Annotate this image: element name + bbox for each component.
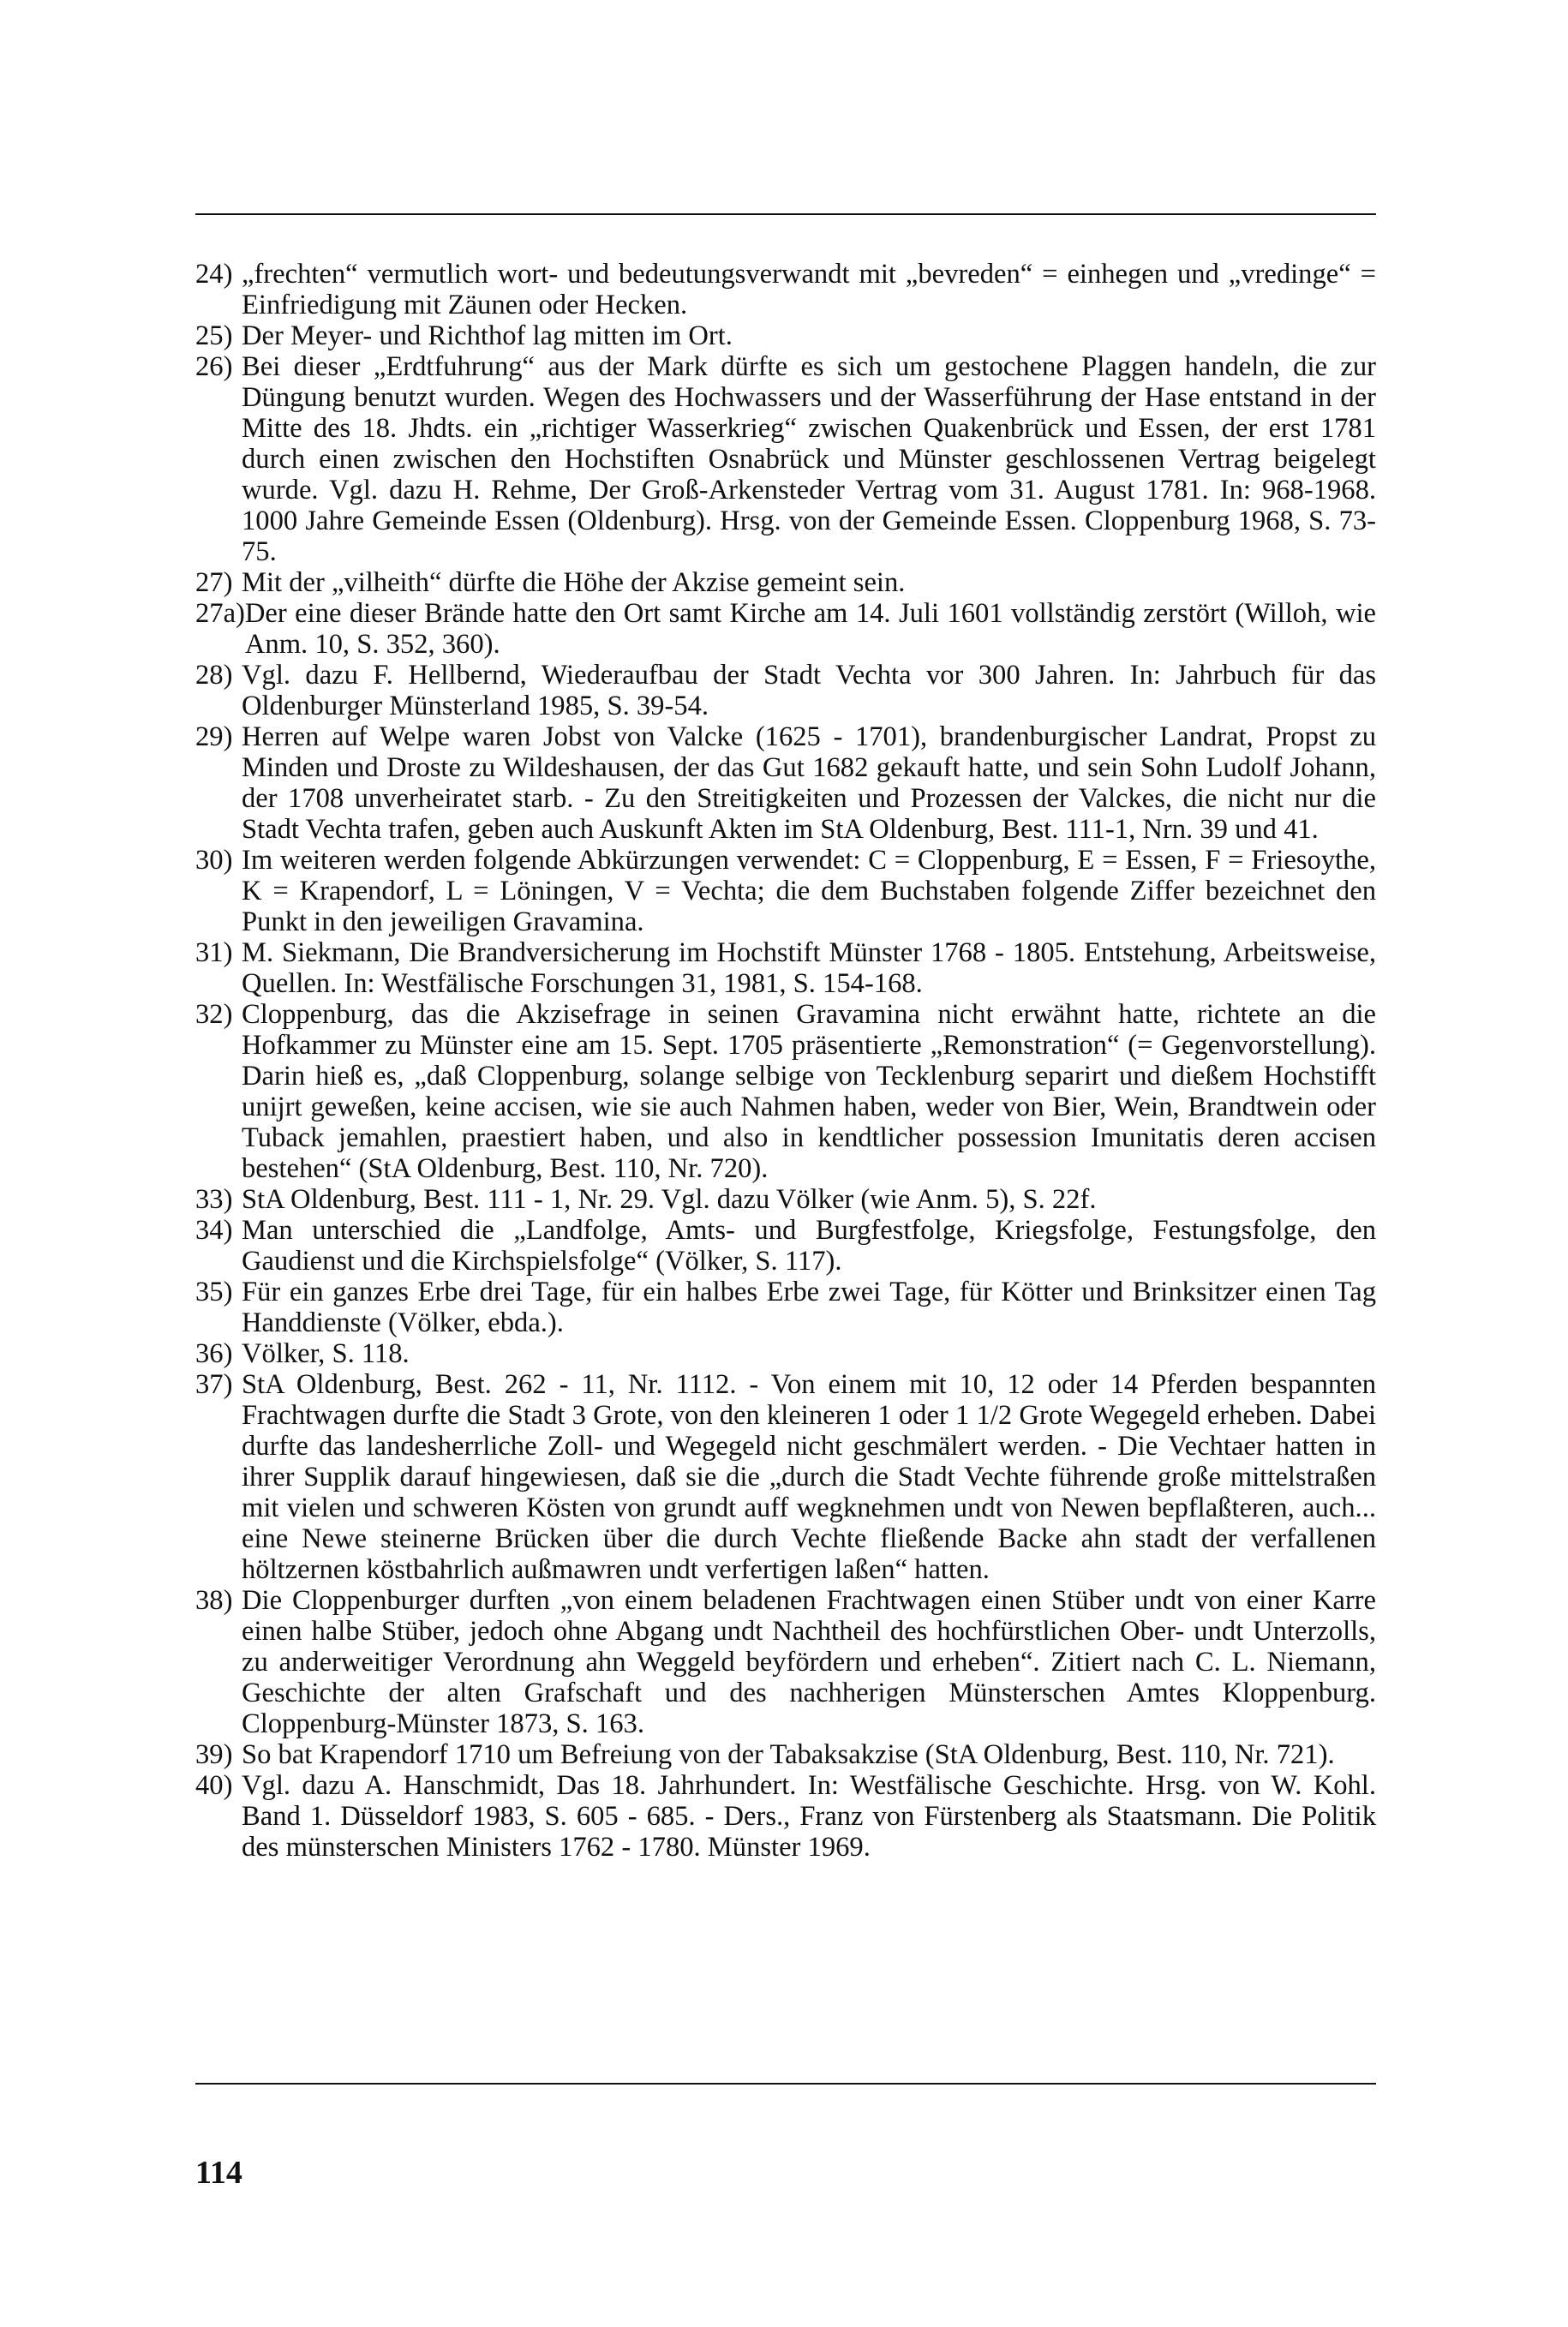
footnote-37 <box>195 1369 1376 1585</box>
footnote-26 <box>195 351 1376 567</box>
footnote-33 <box>195 1184 1376 1215</box>
footnote-number: 36) <box>195 1338 233 1369</box>
footnote-text: M. Siekmann, Die Brandversicherung im Hochstift Münster 1768 - 1805. Entstehung, Arbeitsweise, Quellen. In: Westfälische Forschungen 31, 1981, S. 154-168. <box>242 937 1376 999</box>
footnote-number: 27) <box>195 567 233 598</box>
footnote-number: 37) <box>195 1369 233 1400</box>
footnote-number: 32) <box>195 999 233 1030</box>
footnote-number: 33) <box>195 1184 233 1215</box>
footnote-number: 40) <box>195 1770 233 1801</box>
footnote-text: StA Oldenburg, Best. 262 - 11, Nr. 1112. - Von einem mit 10, 12 oder 14 Pferden bespannten Frachtwagen durfte die Stadt 3 Grote, von den kleineren 1 oder 1 1/2 Grote Wegegeld erheben. Dabei durfte das landesherrliche Zoll- und Wegegeld nicht geschmälert werden. - Die Vechtaer hatten in ihrer Supplik darauf hingewiesen, daß sie die „durch die Stadt Vechte führende große mittelstraßen mit vielen und schweren Kösten von grundt auff wegknehmen undt von Newen bepflaßteren, auch... eine Newe steinerne Brücken über die durch Vechte fließende Backe ahn stadt der verfallenen höltzernen köstbahrlich außmawren undt verfertigen laßen“ hatten. <box>242 1369 1376 1585</box>
footnote-text: Der eine dieser Brände hatte den Ort samt Kirche am 14. Juli 1601 vollständig zerstört (Willoh, wie Anm. 10, S. 352, 360). <box>244 598 1376 660</box>
footnote-text: Die Cloppenburger durften „von einem beladenen Frachtwagen einen Stüber undt von einer Karre einen halbe Stüber, jedoch ohne Abgang undt Nachtheil des hochfürstlichen Ober- undt Unterzolls, zu anderweitiger Verordnung ahn Weggeld beyfördern und erheben“. Zitiert nach C. L. Niemann, Geschichte der alten Grafschaft und des nachherigen Münsterschen Amtes Kloppenburg. Cloppenburg-Münster 1873, S. 163. <box>242 1585 1376 1739</box>
footnote-number: 24) <box>195 259 233 290</box>
footnote-text: Für ein ganzes Erbe drei Tage, für ein halbes Erbe zwei Tage, für Kötter und Brinksitzer einen Tag Handdienste (Völker, ebda.). <box>242 1277 1376 1338</box>
footnote-text: Völker, S. 118. <box>242 1338 410 1369</box>
footnote-text: Im weiteren werden folgende Abkürzungen verwendet: C = Cloppenburg, E = Essen, F = Friesoythe, K = Krapendorf, L = Löningen, V = Vechta; die dem Buchstaben folgende Ziffer bezeichnet den Punkt in den jeweiligen Gravamina. <box>242 845 1376 937</box>
footnote-number: 34) <box>195 1215 233 1246</box>
footnote-35 <box>195 1277 1376 1338</box>
footnote-text: Der Meyer- und Richthof lag mitten im Ort. <box>242 320 733 351</box>
footnote-31 <box>195 937 1376 999</box>
footnote-27 <box>195 567 1376 598</box>
footnote-30 <box>195 845 1376 937</box>
footnote-number: 26) <box>195 351 233 382</box>
footnote-number: 25) <box>195 320 233 351</box>
footnote-28 <box>195 660 1376 721</box>
footnote-36 <box>195 1338 1376 1369</box>
top-rule <box>195 213 1376 215</box>
footnote-number: 29) <box>195 721 233 752</box>
footnote-text: Herren auf Welpe waren Jobst von Valcke (1625 - 1701), brandenburgischer Landrat, Propst zu Minden und Droste zu Wildeshausen, der das Gut 1682 gekauft hatte, und sein Sohn Ludolf Johann, der 1708 unverheiratet starb. - Zu den Streitigkeiten und Prozessen der Valckes, die nicht nur die Stadt Vechta trafen, geben auch Auskunft Akten im StA Oldenburg, Best. 111-1, Nrn. 39 und 41. <box>242 721 1376 845</box>
bottom-rule <box>195 2083 1376 2085</box>
footnote-29 <box>195 721 1376 845</box>
footnote-text: Vgl. dazu F. Hellbernd, Wiederaufbau der Stadt Vechta vor 300 Jahren. In: Jahrbuch für das Oldenburger Münsterland 1985, S. 39-54. <box>242 660 1376 721</box>
footnote-text: So bat Krapendorf 1710 um Befreiung von der Tabaksakzise (StA Oldenburg, Best. 110, Nr. 721). <box>242 1739 1335 1770</box>
footnote-34 <box>195 1215 1376 1277</box>
footnote-text: Man unterschied die „Landfolge, Amts- und Burgfestfolge, Kriegsfolge, Festungsfolge, den Gaudienst und die Kirchspielsfolge“ (Völker, S. 117). <box>242 1215 1376 1277</box>
footnote-number: 39) <box>195 1739 233 1770</box>
footnote-number: 28) <box>195 660 233 691</box>
footnote-38 <box>195 1585 1376 1739</box>
footnote-text: Vgl. dazu A. Hanschmidt, Das 18. Jahrhundert. In: Westfälische Geschichte. Hrsg. von W. Kohl. Band 1. Düsseldorf 1983, S. 605 - 685. - Ders., Franz von Fürstenberg als Staatsmann. Die Politik des münsterschen Ministers 1762 - 1780. Münster 1969. <box>242 1770 1376 1863</box>
footnote-24 <box>195 259 1376 320</box>
page-number: 114 <box>195 2155 242 2191</box>
footnote-40 <box>195 1770 1376 1863</box>
footnote-text: Mit der „vilheith“ dürfte die Höhe der Akzise gemeint sein. <box>242 567 906 598</box>
footnote-39 <box>195 1739 1376 1770</box>
footnote-text: Bei dieser „Erdtfuhrung“ aus der Mark dürfte es sich um gestochene Plaggen handeln, die zur Düngung benutzt wurden. Wegen des Hochwassers und der Wasserführung der Hase entstand in der Mitte des 18. Jhdts. ein „richtiger Wasserkrieg“ zwischen Quakenbrück und Essen, der erst 1781 durch einen zwischen den Hochstiften Osnabrück und Münster geschlossenen Vertrag beigelegt wurde. Vgl. dazu H. Rehme, Der Groß-Arkensteder Vertrag vom 31. August 1781. In: 968-1968. 1000 Jahre Gemeinde Essen (Oldenburg). Hrsg. von der Gemeinde Essen. Cloppenburg 1968, S. 73-75. <box>242 351 1376 567</box>
footnote-text: „frechten“ vermutlich wort- und bedeutungsverwandt mit „bevreden“ = einhegen und „vredinge“ = Einfriedigung mit Zäunen oder Hecken. <box>242 259 1376 320</box>
footnote-number: 30) <box>195 845 233 876</box>
footnote-25 <box>195 320 1376 351</box>
footnote-number: 35) <box>195 1277 233 1307</box>
footnote-number: 38) <box>195 1585 233 1616</box>
footnote-number: 27a) <box>195 598 245 629</box>
footnotes-list <box>195 259 1376 1863</box>
footnote-27a <box>195 598 1376 660</box>
footnote-32 <box>195 999 1376 1184</box>
footnote-text: StA Oldenburg, Best. 111 - 1, Nr. 29. Vgl. dazu Völker (wie Anm. 5), S. 22f. <box>242 1184 1097 1215</box>
footnote-number: 31) <box>195 937 233 968</box>
footnote-text: Cloppenburg, das die Akzisefrage in seinen Gravamina nicht erwähnt hatte, richtete an die Hofkammer zu Münster eine am 15. Sept. 1705 präsentierte „Remonstration“ (= Gegenvorstellung). Darin hieß es, „daß Cloppenburg, solange selbige von Tecklenburg separirt und dießem Hochstifft unijrt geweßen, keine accisen, wie sie auch Nahmen haben, weder von Bier, Wein, Brandtwein oder Tuback jemahlen, praestiert haben, und also in kendtlicher possession Imunitatis deren accisen bestehen“ (StA Oldenburg, Best. 110, Nr. 720). <box>242 999 1376 1184</box>
